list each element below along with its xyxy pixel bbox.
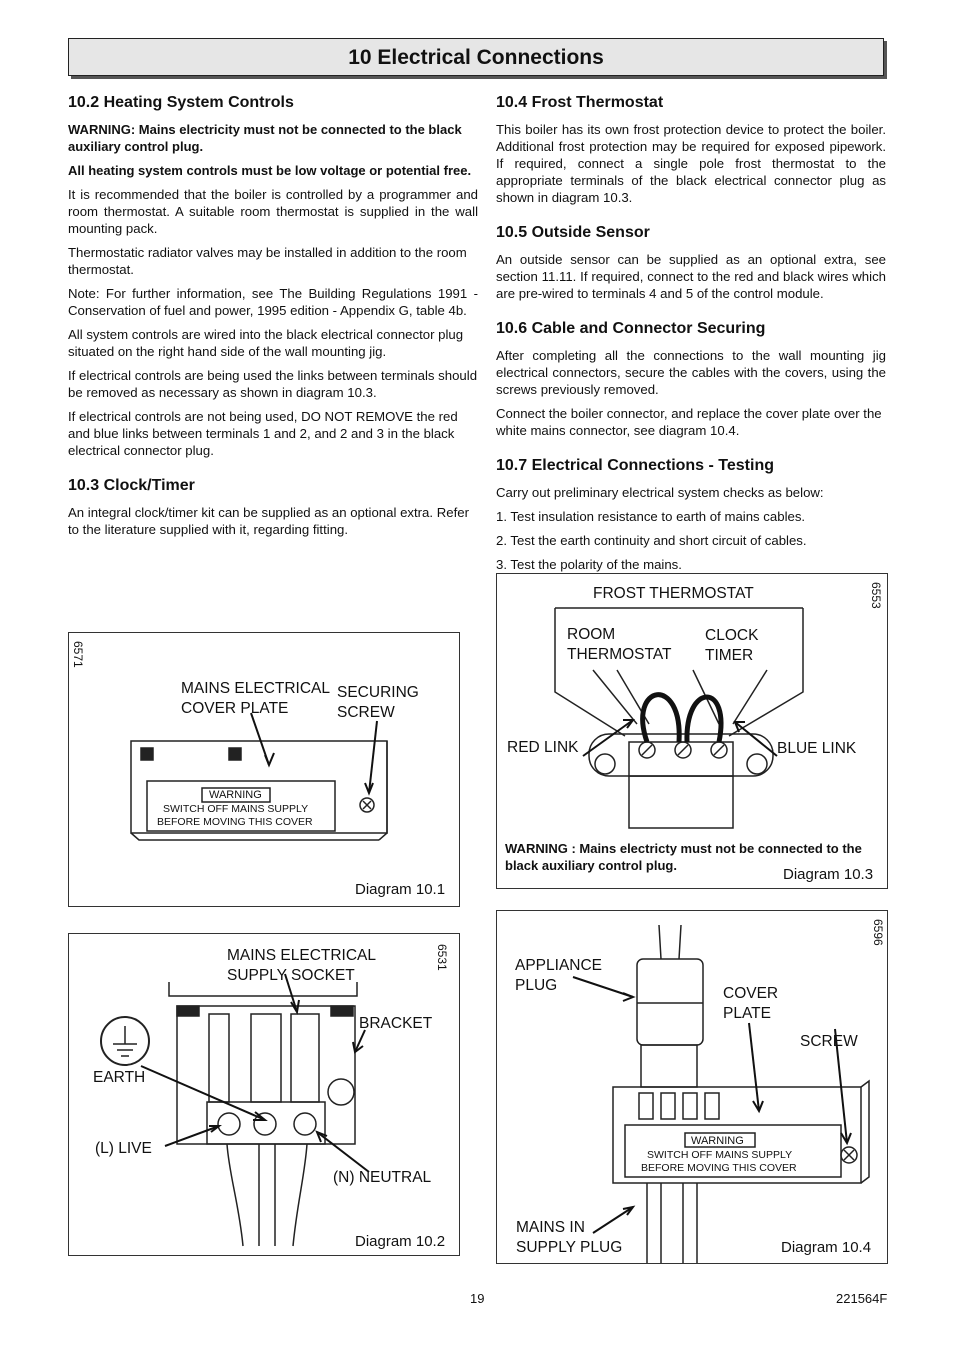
plate-warning: WARNING [209, 789, 262, 801]
label-red-link: RED LINK [507, 739, 579, 756]
paragraph: If electrical controls are not being used, DO NOT REMOVE the red and blue links between terminals 1 and 2, and 2 and 3 in the black electrical connector plug. [68, 409, 458, 458]
page-header [68, 38, 884, 76]
plate-text: SWITCH OFF MAINS SUPPLY [163, 803, 309, 815]
plate-text: BEFORE MOVING THIS COVER [157, 816, 313, 828]
label-live: (L) LIVE [95, 1140, 152, 1157]
label-securing-screw: SECURING SCREW [337, 684, 419, 721]
label-cover-plate: MAINS ELECTRICAL COVER PLATE [181, 680, 331, 717]
paragraph: After completing all the connections to the wall mounting jig electrical connectors, secure the cables with the covers, using the screws previously removed. [496, 348, 886, 397]
section-heading: 10.6 Cable and Connector Securing [496, 320, 766, 337]
paragraph: An integral clock/timer kit can be supplied as an optional extra. Refer to the literature supplied with it, regarding fitting. [68, 505, 469, 537]
document-code: 221564F [836, 1291, 888, 1306]
left-column [68, 94, 478, 556]
paragraph: This boiler has its own frost protection device to protect the boiler. Additional frost protection may be required for exposed pipework. If required, connect a single pole frost thermostat to the appropriate terminals of the black electrical connector plug as shown in diagram 10.3. [496, 122, 886, 205]
section-10-2 [68, 94, 478, 459]
paragraph: Carry out preliminary electrical system checks as below: [496, 485, 824, 500]
label-blue-link: BLUE LINK [777, 740, 857, 757]
plate-warning: WARNING [691, 1135, 744, 1147]
label-neutral: (N) NEUTRAL [333, 1169, 432, 1186]
label-bracket: BRACKET [359, 1015, 433, 1032]
paragraph: Thermostatic radiator valves may be installed in addition to the room thermostat. [68, 245, 467, 277]
label-mains-supply-plug: MAINS IN SUPPLY PLUG [516, 1219, 623, 1256]
diagram-number: 6596 [871, 919, 885, 946]
section-10-4 [496, 94, 886, 206]
right-column [496, 94, 886, 591]
diagram-10-2 [68, 933, 460, 1256]
plate-text: BEFORE MOVING THIS COVER [641, 1162, 797, 1174]
diagram-10-1-drawing [69, 633, 459, 906]
section-10-3 [68, 477, 478, 538]
list-item: 3. Test the polarity of the mains. [496, 557, 682, 572]
plate-text: SWITCH OFF MAINS SUPPLY [647, 1149, 793, 1161]
diagram-10-3 [496, 573, 888, 889]
section-10-5 [496, 224, 886, 302]
paragraph: All system controls are wired into the black electrical connector plug situated on the right hand side of the wall mounting jig. [68, 327, 464, 359]
section-10-6 [496, 320, 886, 439]
section-heading: 10.7 Electrical Connections - Testing [496, 457, 774, 474]
label-appliance-plug: APPLIANCE PLUG [515, 957, 603, 994]
diagram-number: 6553 [869, 582, 883, 609]
label-frost-thermostat: FROST THERMOSTAT [593, 585, 754, 602]
label-earth: EARTH [93, 1069, 146, 1086]
paragraph: It is recommended that the boiler is controlled by a programmer and room thermostat. A suitable room thermostat is supplied in the wall mounting pack. [68, 187, 478, 236]
paragraph: An outside sensor can be supplied as an optional extra, see section 11.11. If required, connect to the red and black wires which are pre-wired to terminals 4 and 5 of the control module. [496, 252, 886, 301]
diagram-caption: Diagram 10.3 [783, 866, 874, 883]
warning-text: WARNING : Mains electricty must not be connected to the black auxiliary control plug. [505, 841, 862, 873]
label-cover-plate: COVER PLATE [723, 985, 779, 1022]
diagram-caption: Diagram 10.1 [355, 881, 446, 898]
label-room-thermostat: ROOM THERMOSTAT [567, 626, 672, 663]
list-item: 2. Test the earth continuity and short circuit of cables. [496, 533, 807, 548]
section-10-7 [496, 457, 886, 573]
label-supply-socket: MAINS ELECTRICAL SUPPLY SOCKET [227, 947, 377, 984]
diagram-10-4 [496, 910, 888, 1264]
section-heading: 10.2 Heating System Controls [68, 94, 294, 111]
warning-text: All heating system controls must be low voltage or potential free. [68, 163, 472, 178]
page-number: 19 [470, 1291, 485, 1306]
list-item: 1. Test insulation resistance to earth of mains cables. [496, 509, 806, 524]
paragraph: Note: For further information, see The Building Regulations 1991 - Conservation of fuel and power, 1995 edition - Appendix G, table 4b. [68, 286, 478, 318]
diagram-10-1 [68, 632, 460, 907]
section-heading: 10.3 Clock/Timer [68, 477, 195, 494]
section-heading: 10.5 Outside Sensor [496, 224, 650, 241]
warning-text: WARNING: Mains electricity must not be connected to the black auxiliary control plug. [68, 122, 462, 154]
paragraph: If electrical controls are being used the links between terminals should be removed as necessary as shown in diagram 10.3. [68, 368, 478, 400]
diagram-number: 6531 [435, 944, 449, 971]
page-title: 10 Electrical Connections [348, 46, 604, 69]
diagram-number: 6571 [71, 641, 85, 668]
diagram-caption: Diagram 10.4 [781, 1239, 872, 1256]
section-heading: 10.4 Frost Thermostat [496, 94, 664, 111]
label-clock-timer: CLOCK TIMER [705, 627, 759, 664]
diagram-caption: Diagram 10.2 [355, 1233, 446, 1250]
label-screw: SCREW [800, 1033, 858, 1050]
paragraph: Connect the boiler connector, and replace the cover plate over the white mains connector, see diagram 10.4. [496, 406, 882, 438]
